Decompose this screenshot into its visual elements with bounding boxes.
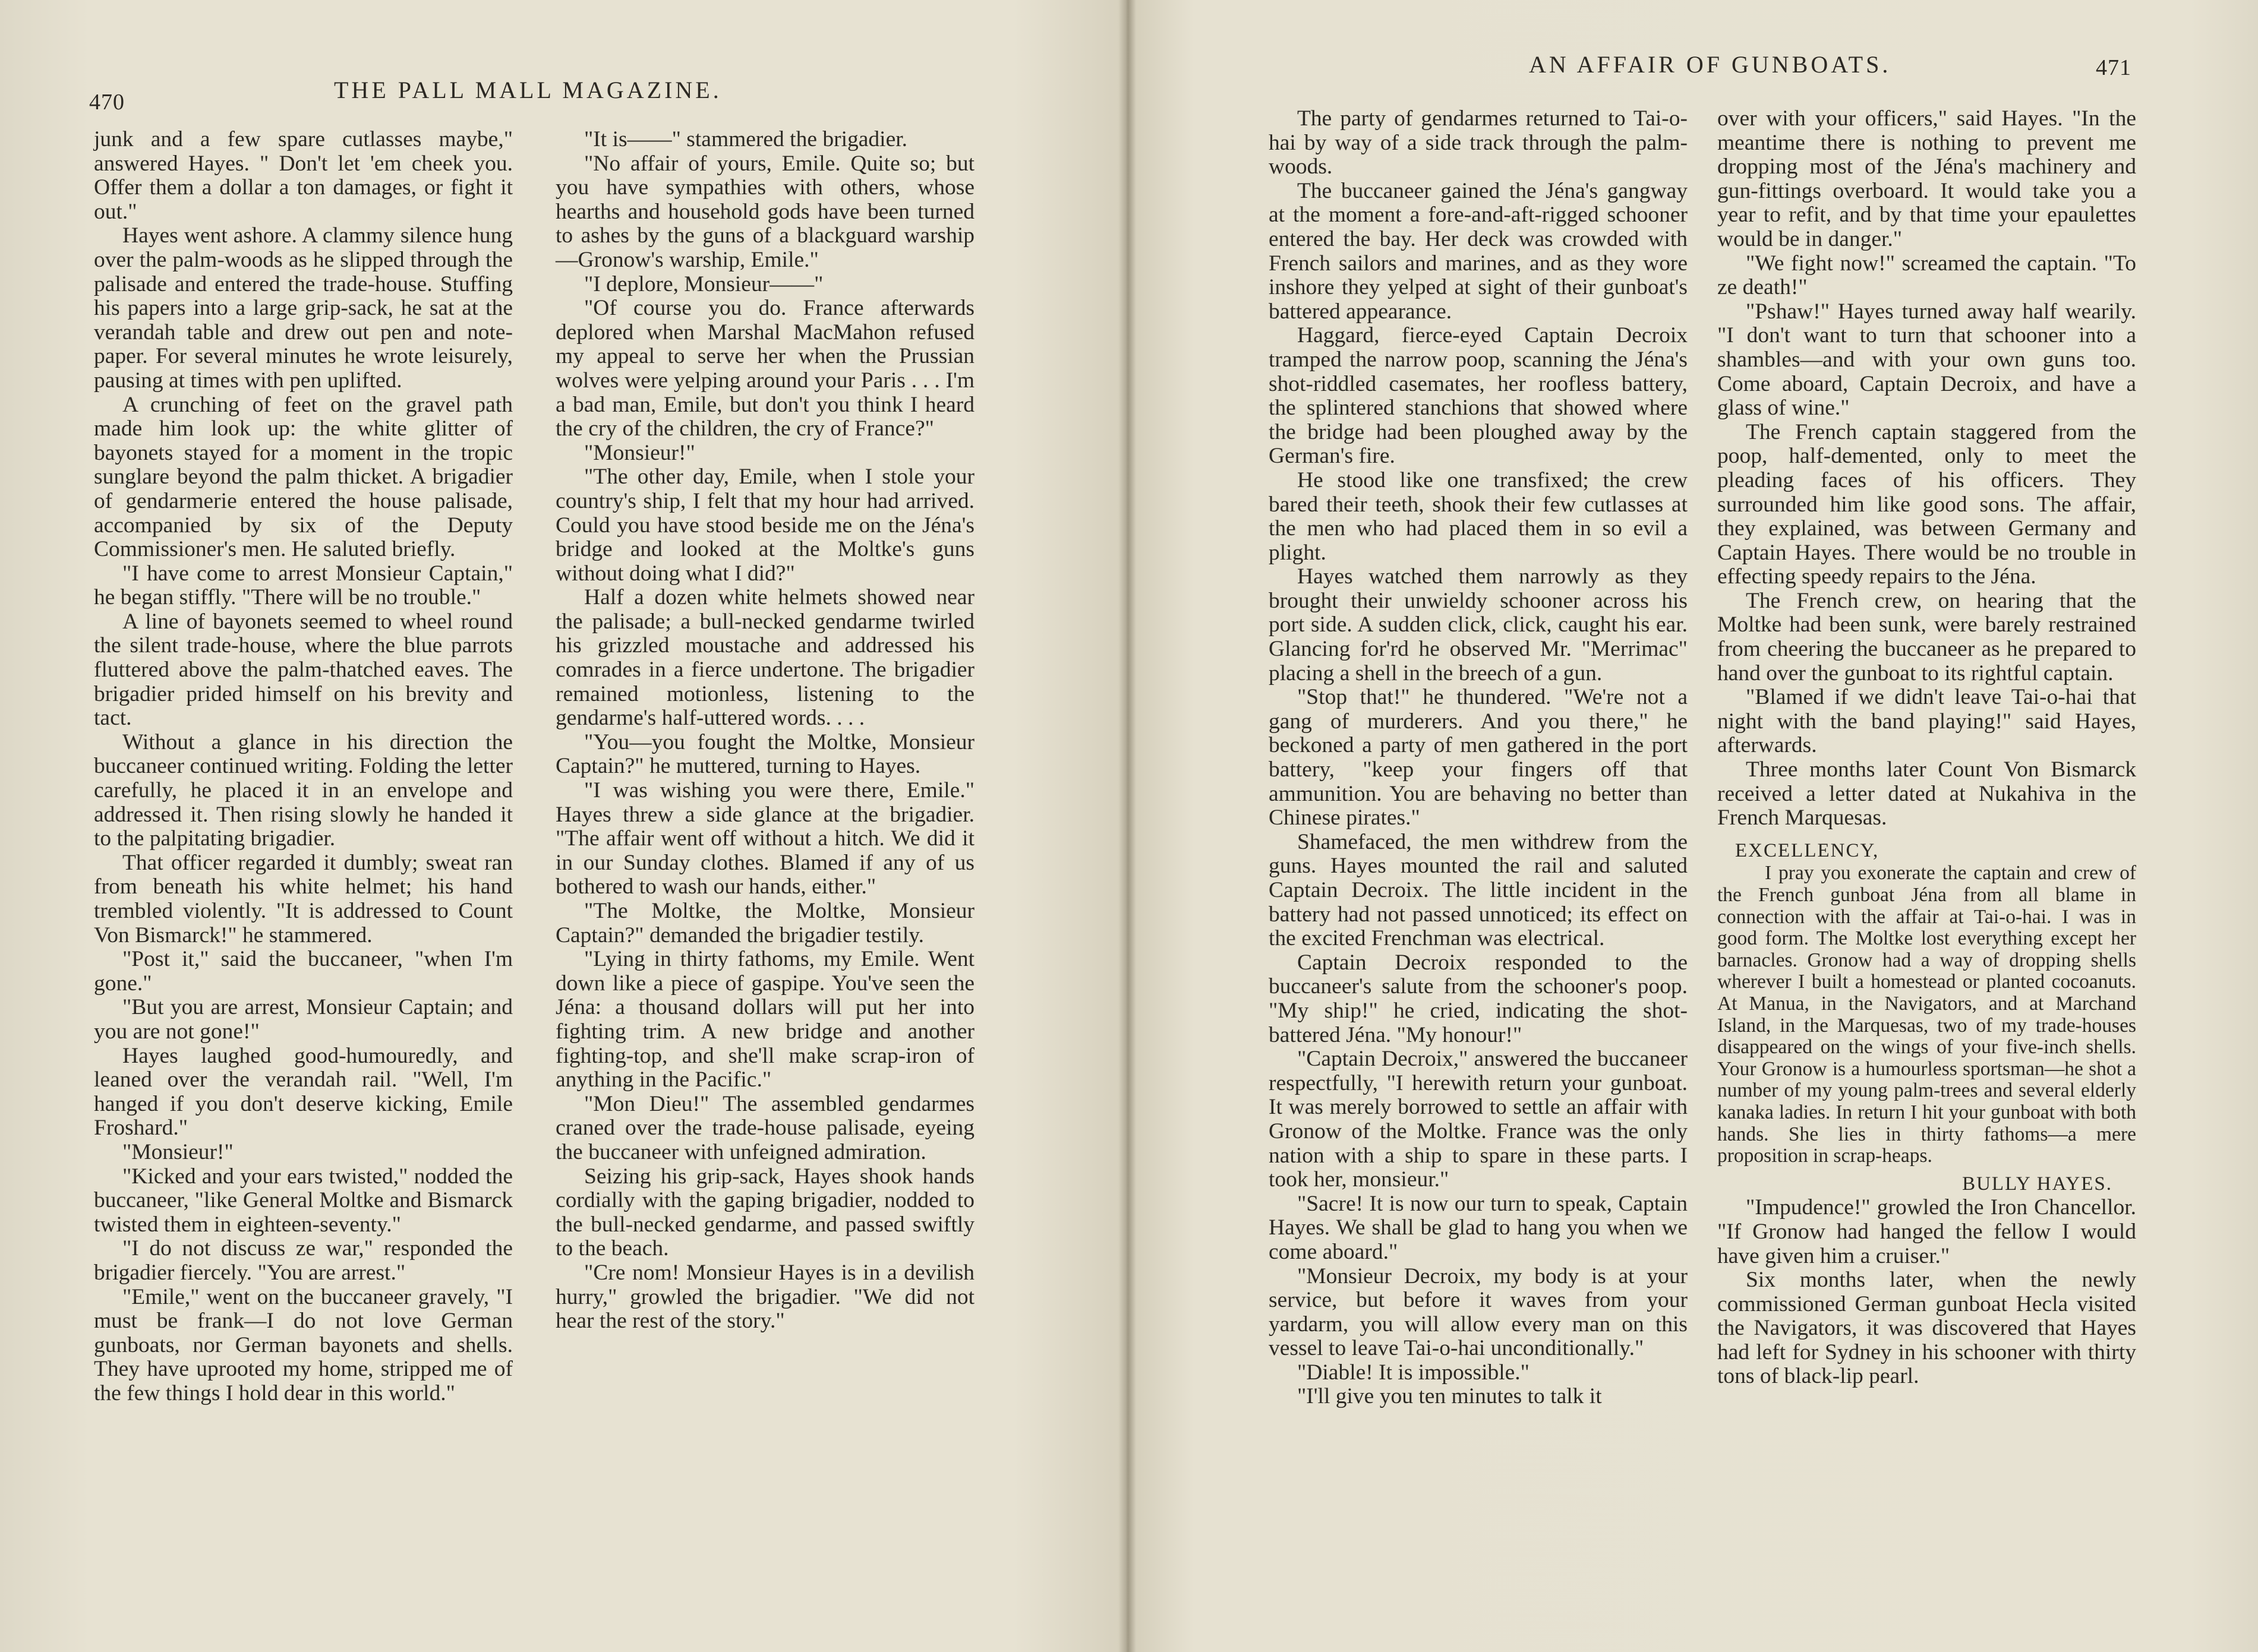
paragraph: Without a glance in his direction the buccaneer continued writing. Folding the letter carefully, he placed it in an envelope and addressed it. Then rising slowly he handed it to the palpitating brigadier. (94, 729, 513, 851)
right-page-column-1 (1269, 107, 1688, 1409)
paragraph: "I do not discuss ze war," responded the brigadier fiercely. "You are arrest." (94, 1236, 513, 1285)
paragraph: junk and a few spare cutlasses maybe," answered Hayes. " Don't let 'em cheek you. Offer them a dollar a ton damages, or fight it out." (94, 127, 513, 224)
paragraph: "I'll give you ten minutes to talk it (1297, 1384, 1602, 1409)
paragraph: Half a dozen white helmets showed near the palisade; a bull-necked gendarme twirled his grizzled moustache and addressed his comrades in a fierce undertone. The brigadier remained motionless, listening to the gendarme's half-uttered words. . . . (556, 585, 975, 731)
paragraph: He stood like one transfixed; the crew bared their teeth, shook their few cutlasses at the men who had placed them in so evil a plight. (1269, 468, 1688, 565)
paragraph: "We fight now!" screamed the captain. "To ze death!" (1717, 251, 2136, 300)
paragraph: "Impudence!" growled the Iron Chancellor. "If Gronow had hanged the fellow I would have given him a cruiser." (1717, 1195, 2136, 1268)
paragraph: The party of gendarmes returned to Tai-o-hai by way of a side track through the palm-woods. (1269, 106, 1688, 179)
paragraph: "Monsieur Decroix, my body is at your service, but before it waves from your yardarm, you will allow every man on this vessel to leave Tai-o-hai unconditionally." (1269, 1264, 1688, 1361)
paragraph: "It is——" stammered the brigadier. (584, 127, 908, 151)
letter-body: I pray you exonerate the captain and crew of the French gunboat Jéna from all blame in connection with the affair at Tai-o-hai. I was in good form. The Moltke lost everything except her barnacles. Gronow had a way of dropping shells wherever I built a homestead or planted cocoanuts. At Manua, in the Navigators, and at Marchand Island, in the Marquesas, two of my trade-houses disappeared on the wings of your five-inch shells. Your Gronow is a humourless sportsman—he shot a number of my young palm-trees and several elderly kanaka ladies. In return I hit your gunboat with both hands. She lies in thirty fathoms—a mere proposition in scrap-heaps. (1717, 862, 2136, 1167)
paragraph: "Lying in thirty fathoms, my Emile. Went down like a piece of gaspipe. You've seen the Jéna: a thousand dollars will put her into fighting trim. A new bridge and another fighting-top, and she'll make scrap-iron of anything in the Pacific." (556, 947, 975, 1092)
running-head: AN AFFAIR OF GUNBOATS. (1529, 51, 1891, 78)
paragraph: "The other day, Emile, when I stole your country's ship, I felt that my hour had arrived. Could you have stood beside me on the Jéna's bridge and looked at the Moltke's guns without doing what I did?" (556, 465, 975, 586)
paragraph: "Diable! It is impossible." (1297, 1360, 1529, 1385)
paragraph: Hayes watched them narrowly as they brought their unwieldy schooner across his port side. A sudden click, click, caught his ear. Glancing for'rd he observed Mr. "Merrimac" placing a shell in the breech of a gun. (1269, 564, 1688, 686)
letter-salutation: EXCELLENCY, (1735, 839, 1879, 861)
paragraph: "Mon Dieu!" The assembled gendarmes craned over the trade-house palisade, eyeing the buccaneer with unfeigned admiration. (556, 1091, 975, 1164)
left-page-column-1 (94, 128, 513, 1405)
paragraph: "But you are arrest, Monsieur Captain; and you are not gone!" (94, 995, 513, 1044)
paragraph: A crunching of feet on the gravel path made him look up: the white glitter of bayonets stayed for a moment in the tropic sunglare beyond the palm thicket. A brigadier of gendarmerie entered the house palisade, accompanied by six of the Deputy Commissioner's men. He saluted briefly. (94, 392, 513, 562)
left-page-column-2 (556, 128, 975, 1334)
paragraph: "I deplore, Monsieur——" (584, 271, 824, 296)
paragraph: Hayes went ashore. A clammy silence hung over the palm-woods as he slipped through the palisade and entered the trade-house. Stuffing his papers into a large grip-sack, he sat at the verandah table and drew out pen and note-paper. For several minutes he wrote leisurely, pausing at times with pen uplifted. (94, 223, 513, 393)
paragraph: "Monsieur!" (584, 440, 695, 465)
paragraph: "Captain Decroix," answered the buccaneer respectfully, "I herewith return your gunboat. It was merely borrowed to settle an affair with Gronow of the Moltke. France was the only nation with a ship to spare in these parts. I took her, monsieur." (1269, 1047, 1688, 1192)
paragraph: Haggard, fierce-eyed Captain Decroix tramped the narrow poop, scanning the Jéna's shot-riddled casemates, her roofless battery, the splintered stanchions that showed where the bridge had been ploughed away by the German's fire. (1269, 323, 1688, 469)
paragraph: "Post it," said the buccaneer, "when I'm gone." (94, 947, 513, 996)
left-page (0, 0, 1126, 1652)
paragraph: Hayes laughed good-humouredly, and leaned over the verandah rail. "Well, I'm hanged if you don't deserve kicking, Emile Froshard." (94, 1043, 513, 1141)
paragraph: "Emile," went on the buccaneer gravely, "I must be frank—I do not love German gunboats, nor German bayonets and shells. They have uprooted my home, stripped me of the few things I hold dear in this world." (94, 1284, 513, 1405)
running-head: THE PALL MALL MAGAZINE. (334, 77, 722, 103)
paragraph: "Blamed if we didn't leave Tai-o-hai that night with the band playing!" said Hayes, afterwards. (1717, 685, 2136, 758)
paragraph: "I have come to arrest Monsieur Captain," he began stiffly. "There will be no trouble." (94, 561, 513, 610)
paragraph: "Sacre! It is now our turn to speak, Captain Hayes. We shall be glad to hang you when we come aboard." (1269, 1191, 1688, 1264)
paragraph: "No affair of yours, Emile. Quite so; but you have sympathies with others, whose hearths and household gods have been turned to ashes by the guns of a blackguard warship—Gronow's warship, Emile." (556, 151, 975, 272)
paragraph: Six months later, when the newly commissioned German gunboat Hecla visited the Navigators, it was discovered that Hayes had left for Sydney in his schooner with thirty tons of black-lip pearl. (1717, 1268, 2136, 1389)
paragraph: "Of course you do. France afterwards deplored when Marshal MacMahon refused my appeal to serve her when the Prussian wolves were yelping around your Paris . . . I'm a bad man, Emile, but don't you think I heard the cry of the children, the cry of France?" (556, 296, 975, 441)
paragraph: "Stop that!" he thundered. "We're not a gang of murderers. And you there," he beckoned a party of men gathered in the port battery, "keep your fingers off that ammunition. You are behaving no better than Chinese pirates." (1269, 685, 1688, 830)
paragraph: Captain Decroix responded to the buccaneer's salute from the schooner's poop. "My ship!" he cried, indicating the shot-battered Jéna. "My honour!" (1269, 950, 1688, 1047)
page-number: 471 (2096, 55, 2131, 80)
paragraph: The French crew, on hearing that the Moltke had been sunk, were barely restrained from cheering the buccaneer as he prepared to hand over the gunboat to its rightful captain. (1717, 588, 2136, 686)
right-page-column-2 (1717, 107, 2136, 1389)
paragraph: "I was wishing you were there, Emile." Hayes threw a side glance at the brigadier. "The affair went off without a hitch. We did it in our Sunday clothes. Blamed if any of us bothered to wash our hands, either." (556, 778, 975, 899)
paragraph: The French captain staggered from the poop, half-demented, only to meet the pleading faces of his officers. They surrounded him like good sons. The affair, they explained, was between Germany and Captain Hayes. There would be no trouble in effecting speedy repairs to the Jéna. (1717, 419, 2136, 589)
paragraph: Seizing his grip-sack, Hayes shook hands cordially with the gaping brigadier, nodded to the bull-necked gendarme, and passed swiftly to the beach. (556, 1164, 975, 1261)
paragraph: "Monsieur!" (122, 1139, 234, 1164)
paragraph: "You—you fought the Moltke, Monsieur Captain?" he muttered, turning to Hayes. (556, 729, 975, 779)
right-page (1126, 0, 2258, 1652)
paragraph: "Pshaw!" Hayes turned away half wearily. "I don't want to turn that schooner into a shambles—and with your own guns too. Come aboard, Captain Decroix, and have a glass of wine." (1717, 299, 2136, 421)
paragraph: "Cre nom! Monsieur Hayes is in a devilish hurry," growled the brigadier. "We did not hear the rest of the story." (556, 1260, 975, 1334)
paragraph: over with your officers," said Hayes. "In the meantime there is nothing to prevent me dropping most of the Jéna's machinery and gun-fittings overboard. It would take you a year to refit, and by that time your epaulettes would be in danger." (1717, 106, 2136, 251)
paragraph: "The Moltke, the Moltke, Monsieur Captain?" demanded the brigadier testily. (556, 899, 975, 947)
paragraph: "Kicked and your ears twisted," nodded the buccaneer, "like General Moltke and Bismarck twisted them in eighteen-seventy." (94, 1164, 513, 1237)
letter-signature: BULLY HAYES. (1962, 1173, 2112, 1195)
paragraph: The buccaneer gained the Jéna's gangway at the moment a fore-and-aft-rigged schooner entered the bay. Her deck was crowded with French sailors and marines, and as they wore inshore they yelped at sight of their gunboat's battered appearance. (1269, 178, 1688, 324)
paragraph: A line of bayonets seemed to wheel round the silent trade-house, where the blue parrots fluttered above the palm-thatched eaves. The brigadier prided himself on his brevity and tact. (94, 609, 513, 731)
paragraph: Three months later Count Von Bismarck received a letter dated at Nukahiva in the French Marquesas. (1717, 757, 2136, 830)
book-gutter (1118, 0, 1136, 1652)
page-number: 470 (89, 90, 125, 115)
paragraph: Shamefaced, the men withdrew from the guns. Hayes mounted the rail and saluted Captain Decroix. The little incident in the battery had not passed unnoticed; its effect on the excited Frenchman was electrical. (1269, 829, 1688, 951)
paragraph: That officer regarded it dumbly; sweat ran from beneath his white helmet; his hand trembled violently. "It is addressed to Count Von Bismarck!" he stammered. (94, 850, 513, 947)
